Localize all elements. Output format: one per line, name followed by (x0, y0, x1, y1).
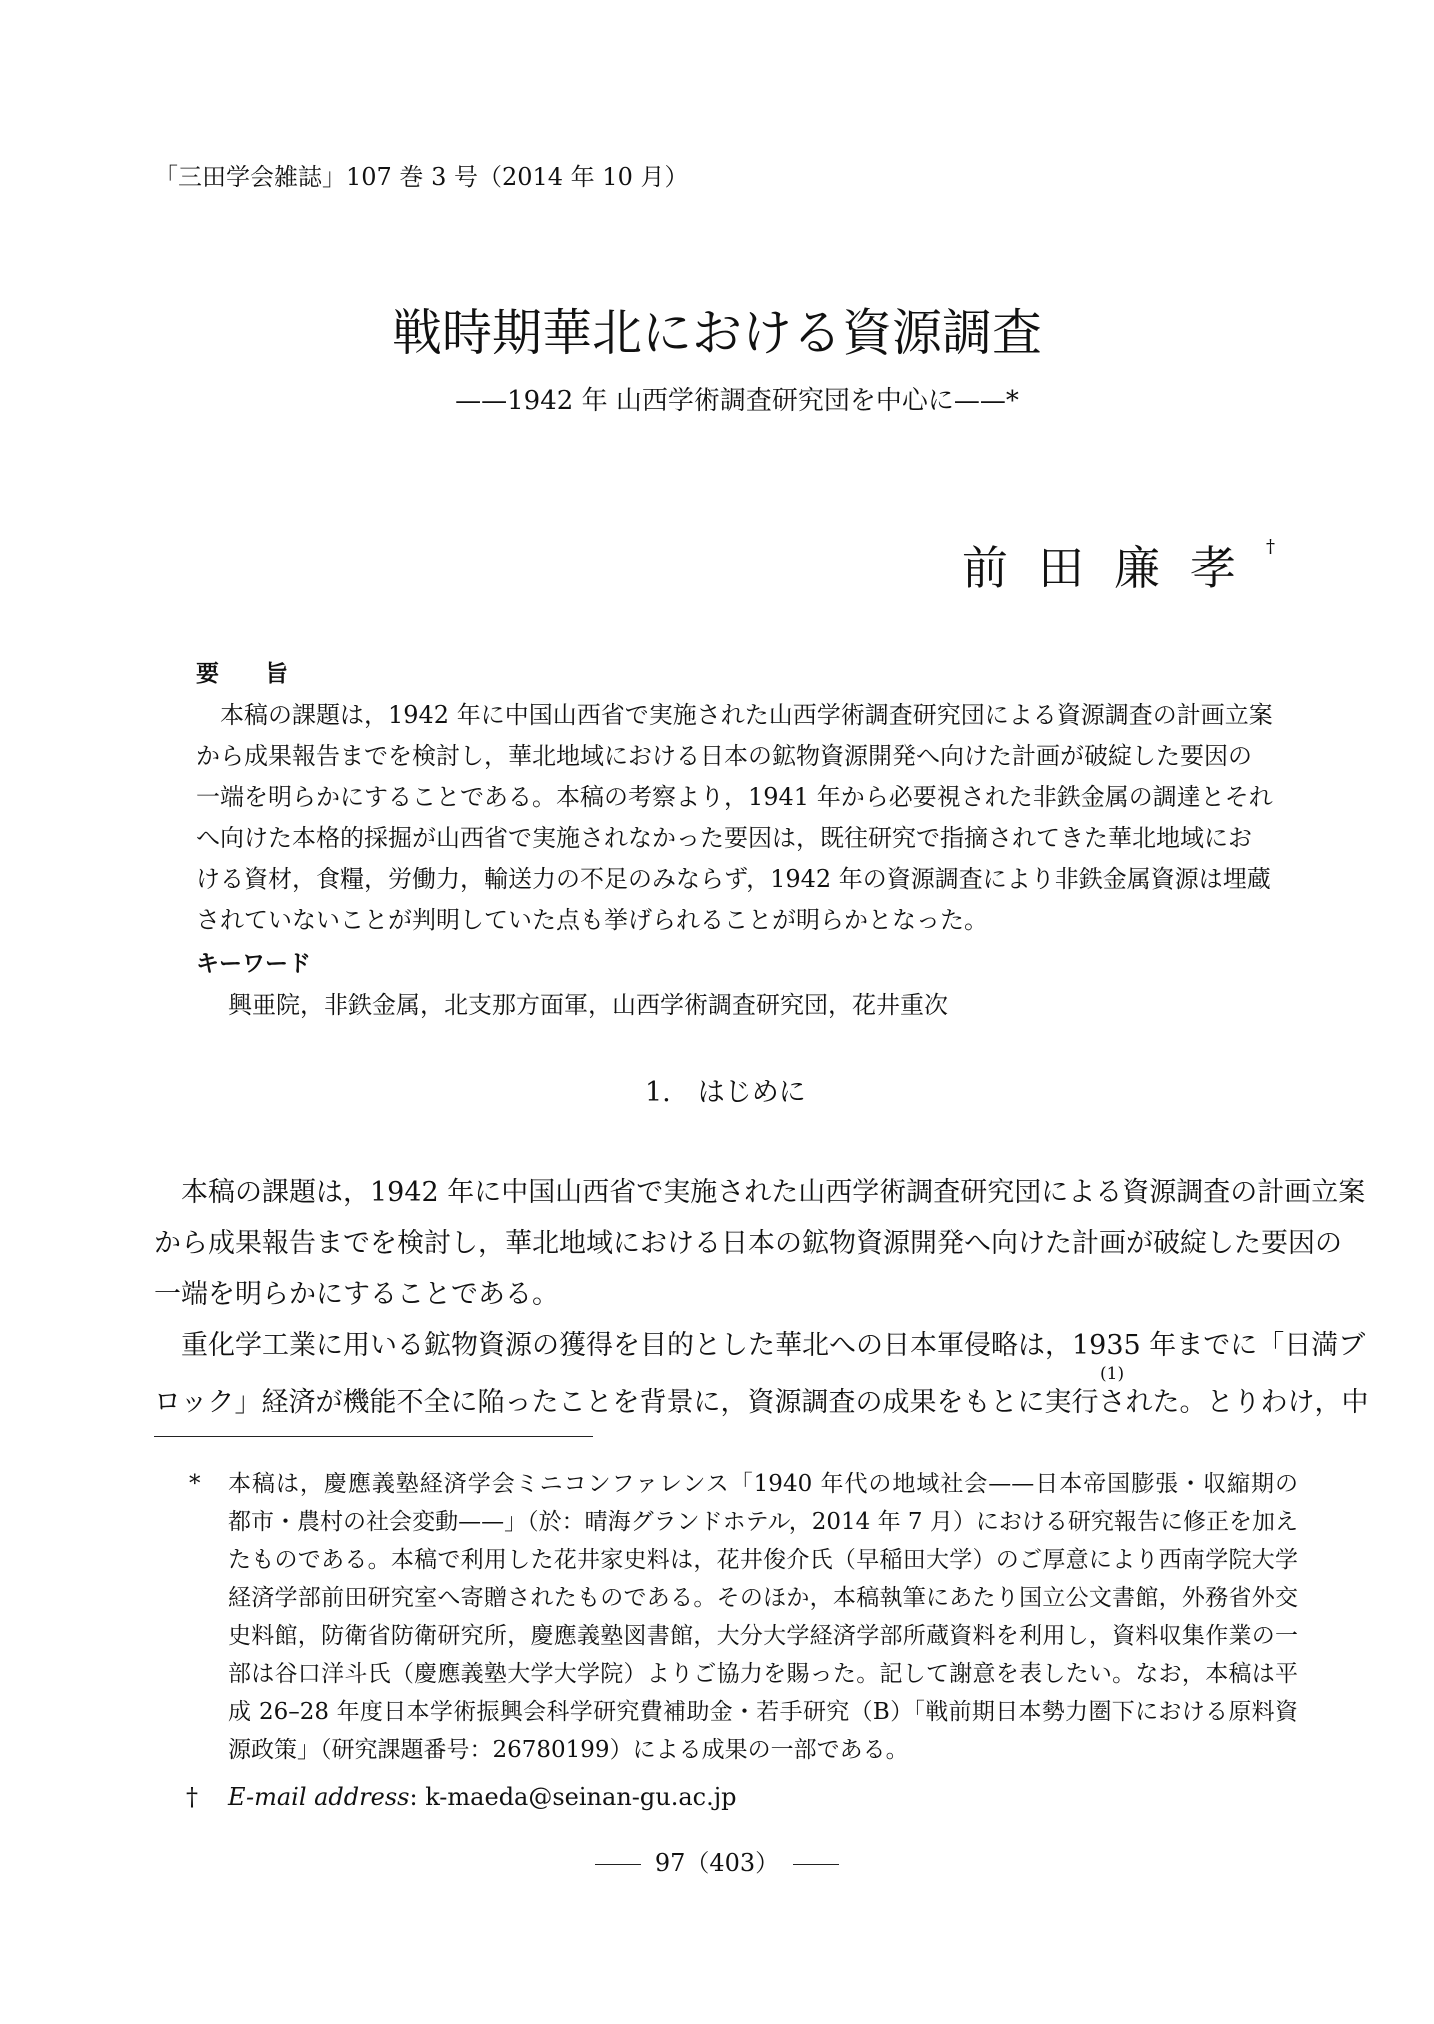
journal-header: 「三田学会雑誌」107 巻 3 号（2014 年 10 月） (154, 163, 689, 191)
text-line: 本稿の課題は，1942 年に中国山西省で実施された山西学術調査研究団による資源調査の計画立案 (220, 701, 1273, 729)
text-line: から成果報告までを検討し，華北地域における日本の鉱物資源開発へ向けた計画が破綻した要因の (196, 742, 1252, 770)
text-line: 一端を明らかにすることである。本稿の考察より，1941 年から必要視された非鉄金属の調達とそれ (196, 783, 1273, 811)
email-address[interactable]: k-maeda@seinan-gu.ac.jp (425, 1783, 737, 1811)
page-dash-right (793, 1864, 839, 1865)
text-line: 成 26–28 年度日本学術振興会科学研究費補助金・若手研究（B）「戦前期日本勢力圏下における原料資 (228, 1699, 1298, 1725)
paper-title: 戦時期華北における資源調査 (392, 304, 1042, 362)
text-line: 都市・農村の社会変動——」（於：晴海グランドホテル，2014 年 7 月）における研究報告に修正を加え (228, 1509, 1298, 1535)
footnote-email: E-mail address: k-maeda@seinan-gu.ac.jp (228, 1783, 737, 1811)
text-line: 経済学部前田研究室へ寄贈されたものである。そのほか，本稿執筆にあたり国立公文書館，外務省外交 (228, 1585, 1298, 1611)
author-footnote-mark: † (1266, 536, 1275, 557)
text-line: 部は谷口洋斗氏（慶應義塾大学大学院）よりご協力を賜った。記して謝意を表したい。なお，本稿は平 (228, 1661, 1298, 1687)
footnote-rule (154, 1436, 593, 1437)
footnote-reference[interactable]: (1) (1100, 1364, 1125, 1384)
author-text: 前田廉孝 (962, 541, 1266, 595)
text-line: へ向けた本格的採掘が山西省で実施されなかった要因は，既往研究で指摘されてきた華北地域にお (196, 824, 1252, 852)
text-line: ロック」経済が機能不全に陥ったことを背景に，資源調査の成果をもとに実行された。とりわけ，中 (154, 1387, 1369, 1418)
paper-subtitle: ——1942 年 山西学術調査研究団を中心に——* (455, 386, 1019, 416)
page-number (0, 1848, 1434, 1878)
text-line: 一端を明らかにすることである。 (154, 1279, 559, 1310)
text-line: ける資材，食糧，労働力，輸送力の不足のみならず，1942 年の資源調査により非鉄金属資源は埋蔵 (196, 865, 1271, 893)
abstract-heading: 要 旨 (196, 660, 288, 687)
text-line: されていないことが判明していた点も挙げられることが明らかとなった。 (196, 906, 988, 934)
keywords-heading: キーワード (196, 950, 311, 977)
text-line: 史料館，防衛省防衛研究所，慶應義塾図書館，大分大学経済学部所蔵資料を利用し，資料収集作業の一 (228, 1623, 1298, 1649)
author-name (962, 536, 1275, 598)
footnote-dagger-mark: † (186, 1783, 198, 1811)
text-line: 本稿の課題は，1942 年に中国山西省で実施された山西学術調査研究団による資源調査の計画立案 (181, 1177, 1366, 1208)
page-number-text: 97（403） (654, 1849, 780, 1877)
keywords-list: 興亜院，非鉄金属，北支那方面軍，山西学術調査研究団，花井重次 (228, 991, 948, 1019)
text-line: 源政策」（研究課題番号：26780199）による成果の一部である。 (228, 1737, 909, 1763)
page-dash-left (595, 1864, 641, 1865)
text-line: 本稿は，慶應義塾経済学会ミニコンファレンス「1940 年代の地域社会——日本帝国膨張・収縮期の (228, 1471, 1298, 1497)
section-heading: 1. はじめに (645, 1077, 806, 1108)
footnote-star-mark: * (189, 1471, 201, 1497)
text-line: たものである。本稿で利用した花井家史料は，花井俊介氏（早稲田大学）のご厚意により西南学院大学 (228, 1547, 1298, 1573)
email-label: E-mail address (228, 1783, 410, 1811)
text-line: 重化学工業に用いる鉱物資源の獲得を目的とした華北への日本軍侵略は，1935 年までに「日満ブ (181, 1330, 1366, 1361)
text-line: から成果報告までを検討し，華北地域における日本の鉱物資源開発へ向けた計画が破綻した要因の (154, 1228, 1342, 1259)
